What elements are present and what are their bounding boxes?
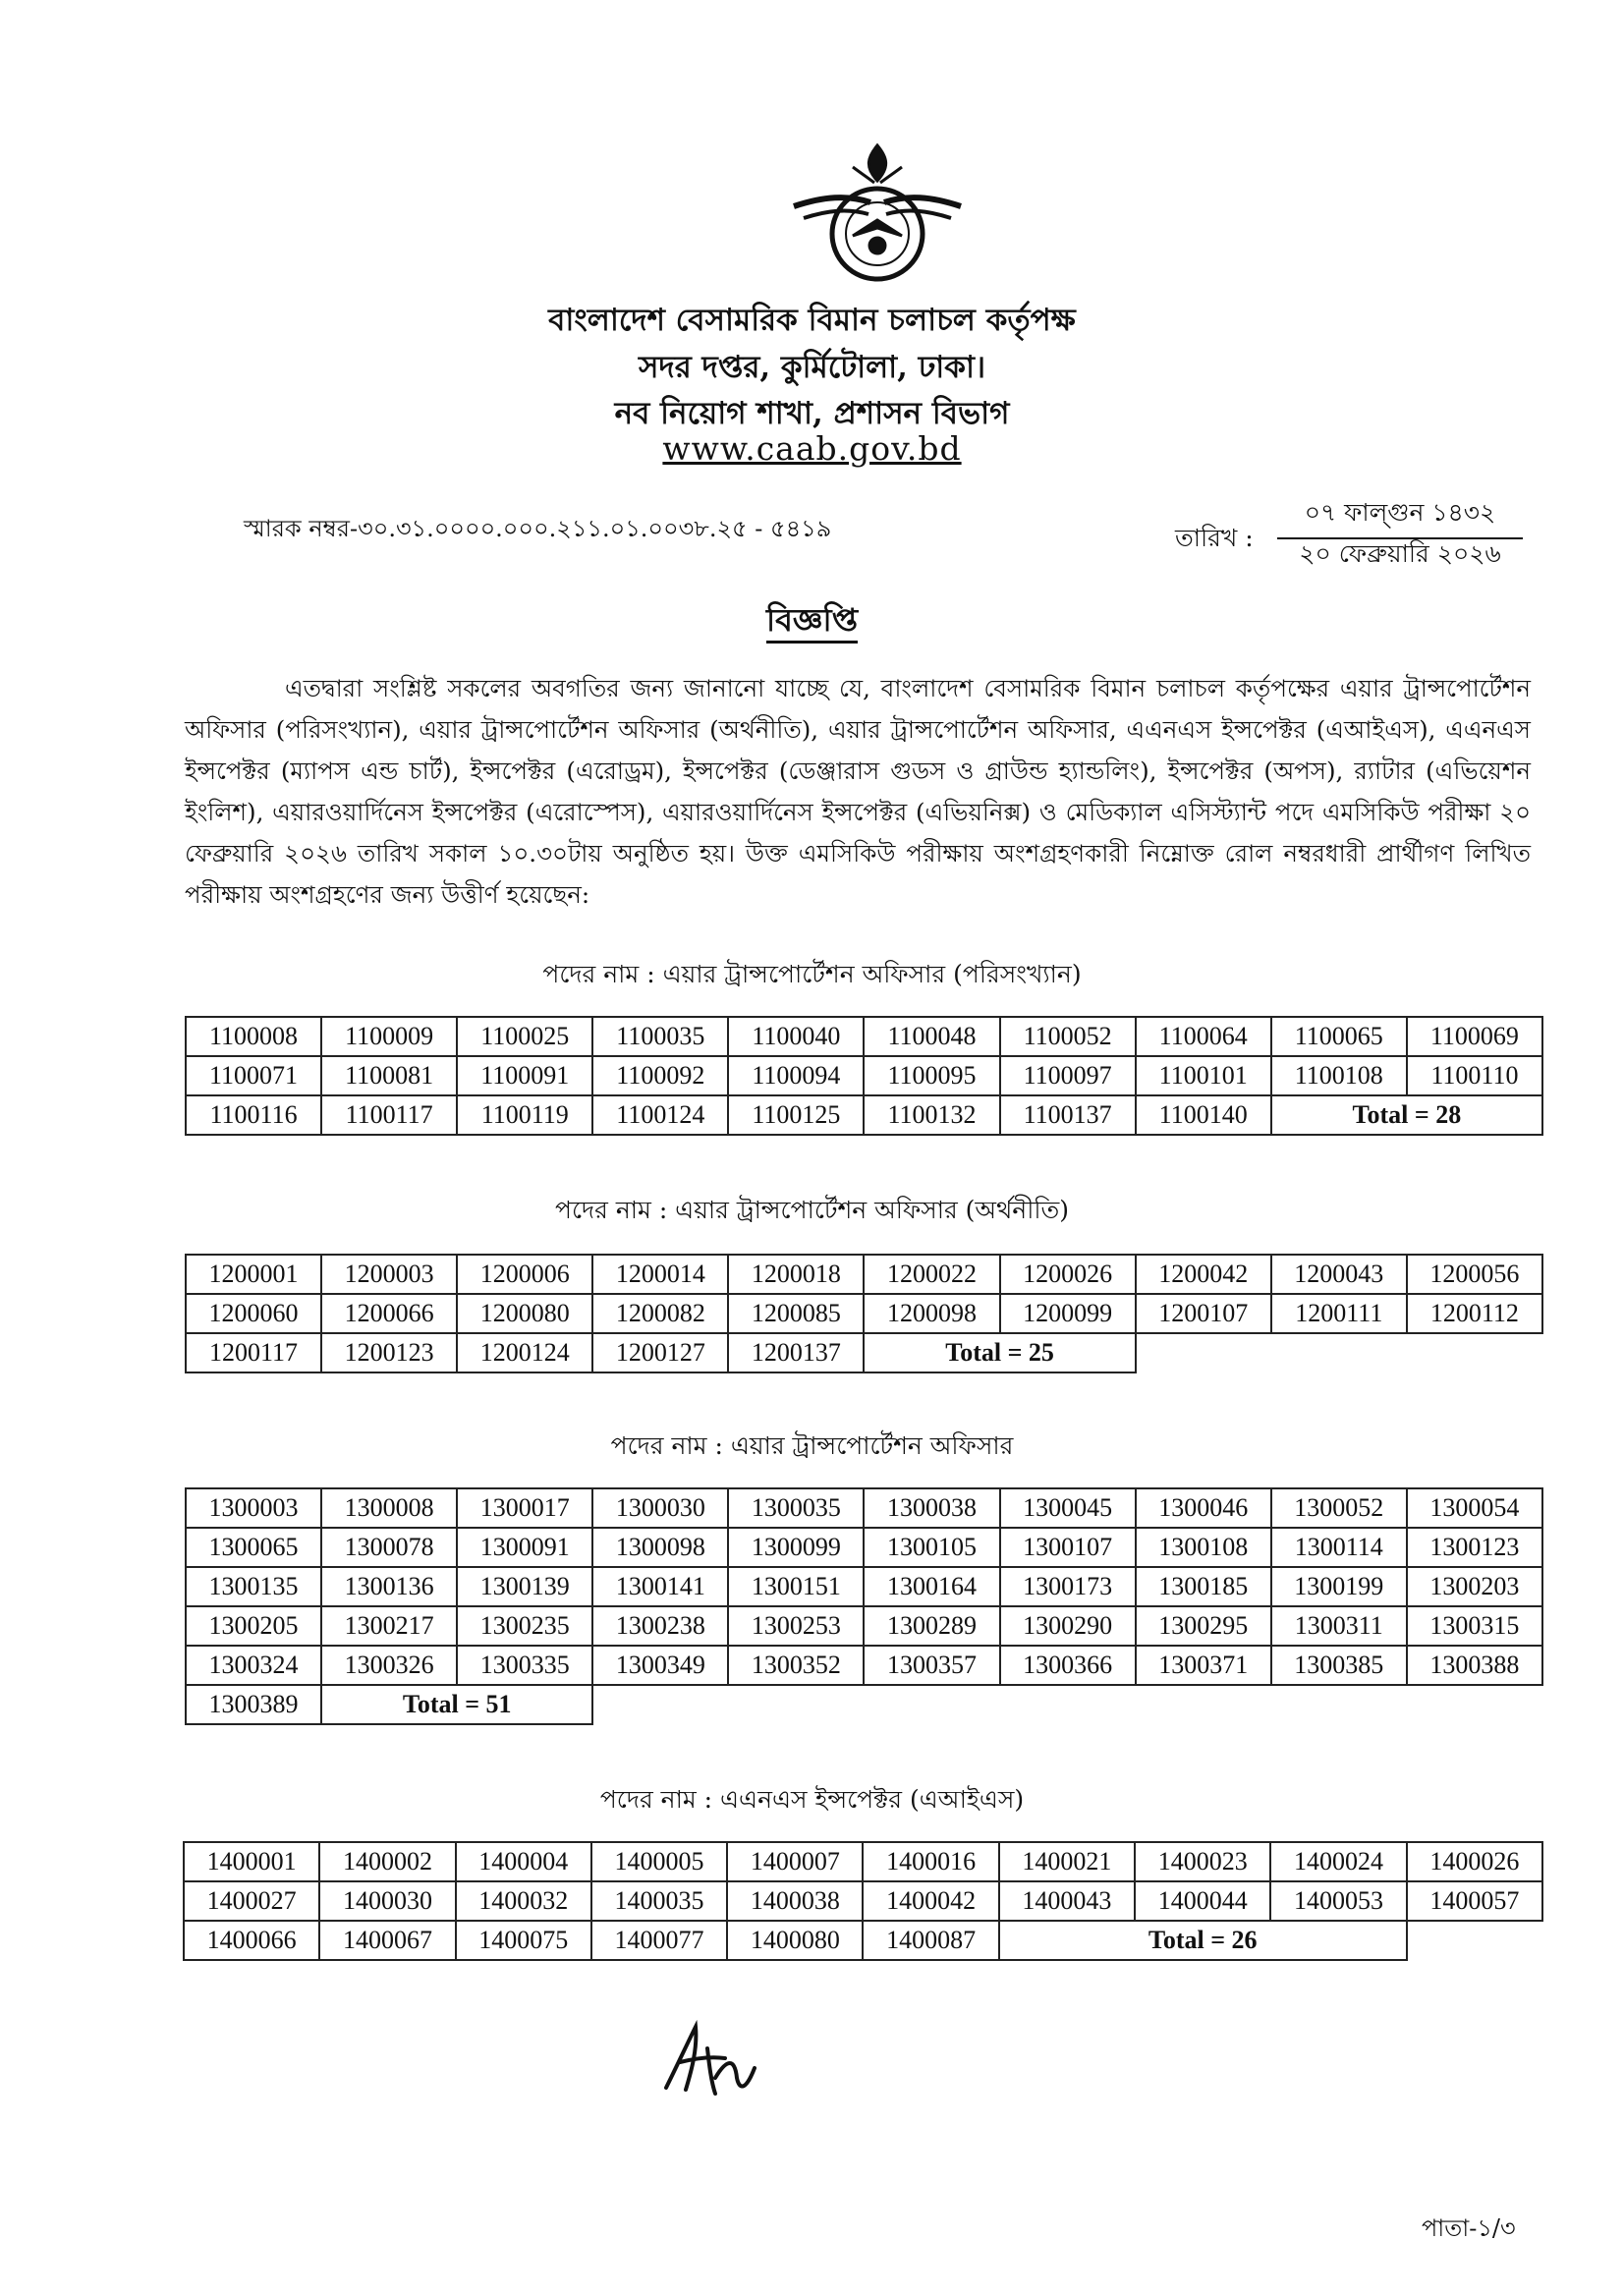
roll-cell: 1300217 <box>321 1606 457 1646</box>
roll-cell: 1200123 <box>321 1333 457 1372</box>
roll-cell: 1400087 <box>863 1921 998 1960</box>
roll-cell: 1300203 <box>1407 1567 1542 1606</box>
roll-cell: 1400021 <box>999 1842 1135 1881</box>
roll-cell: 1300164 <box>864 1567 999 1606</box>
roll-cell: 1300139 <box>457 1567 592 1606</box>
roll-cell: 1100108 <box>1271 1056 1407 1095</box>
roll-cell: 1100097 <box>1000 1056 1136 1095</box>
website-link[interactable]: www.caab.gov.bd <box>662 429 962 468</box>
roll-cell: 1200127 <box>592 1333 728 1372</box>
table-row <box>186 1017 1542 1056</box>
roll-cell: 1100008 <box>186 1017 321 1056</box>
table-row <box>186 1567 1542 1606</box>
roll-cell: 1100052 <box>1000 1017 1136 1056</box>
post-title-4: পদের নাম : এএনএস ইন্সপেক্টর (এআইএস) <box>599 1785 1025 1814</box>
date-label: তারিখ : <box>1175 524 1254 552</box>
roll-cell: 1300352 <box>728 1646 864 1685</box>
table-row <box>186 1255 1542 1294</box>
table-row <box>186 1056 1542 1095</box>
roll-cell: 1400080 <box>727 1921 863 1960</box>
roll-cell: 1300357 <box>864 1646 999 1685</box>
roll-cell: 1300349 <box>592 1646 728 1685</box>
roll-cell: 1100092 <box>592 1056 728 1095</box>
notice-title: বিজ্ঞপ্তি <box>0 595 1624 648</box>
roll-cell: 1300173 <box>1000 1567 1136 1606</box>
table-row <box>184 1881 1542 1921</box>
roll-cell: 1100065 <box>1271 1017 1407 1056</box>
roll-cell: 1400077 <box>591 1921 727 1960</box>
roll-cell: 1400030 <box>319 1881 455 1921</box>
roll-cell: 1300253 <box>728 1606 864 1646</box>
roll-cell: 1400002 <box>319 1842 455 1881</box>
org-branch: নব নিয়োগ শাখা, প্রশাসন বিভাগ <box>614 396 1010 431</box>
roll-cell: 1300315 <box>1407 1606 1542 1646</box>
roll-cell: 1300030 <box>592 1488 728 1528</box>
roll-cell: 1200111 <box>1271 1294 1407 1333</box>
roll-cell: 1400001 <box>184 1842 319 1881</box>
roll-cell: 1300008 <box>321 1488 457 1528</box>
roll-cell: 1300054 <box>1407 1488 1542 1528</box>
table-row <box>186 1333 1542 1372</box>
roll-cell: 1300205 <box>186 1606 321 1646</box>
table-row <box>186 1488 1542 1528</box>
roll-cell: 1300326 <box>321 1646 457 1685</box>
roll-cell: 1400024 <box>1270 1842 1406 1881</box>
roll-cell: 1300199 <box>1271 1567 1407 1606</box>
roll-cell: 1300098 <box>592 1528 728 1567</box>
page-number: পাতা-১/৩ <box>1422 2214 1516 2242</box>
roll-cell: 1300107 <box>1000 1528 1136 1567</box>
roll-cell: 1300045 <box>1000 1488 1136 1528</box>
roll-cell: 1400035 <box>591 1881 727 1921</box>
roll-cell: 1400067 <box>319 1921 455 1960</box>
roll-cell: 1100094 <box>728 1056 864 1095</box>
roll-cell: 1200107 <box>1136 1294 1271 1333</box>
signature <box>656 2019 794 2107</box>
roll-cell: 1300065 <box>186 1528 321 1567</box>
roll-cell: 1400066 <box>184 1921 319 1960</box>
roll-cell: 1100125 <box>728 1095 864 1135</box>
roll-cell: 1100069 <box>1407 1017 1542 1056</box>
roll-cell: 1100119 <box>457 1095 592 1135</box>
roll-cell: 1300311 <box>1271 1606 1407 1646</box>
roll-cell: 1100035 <box>592 1017 728 1056</box>
roll-cell: 1200098 <box>864 1294 999 1333</box>
table-row <box>184 1842 1542 1881</box>
roll-cell: 1100025 <box>457 1017 592 1056</box>
table-row <box>186 1646 1542 1685</box>
roll-table-1 <box>185 1016 1543 1136</box>
roll-cell: 1300185 <box>1136 1567 1271 1606</box>
roll-cell: 1100117 <box>321 1095 457 1135</box>
roll-cell: 1200112 <box>1407 1294 1542 1333</box>
post-title-3: পদের নাম : এয়ার ট্রান্সপোর্টেশন অফিসার <box>610 1431 1014 1460</box>
roll-cell: 1300003 <box>186 1488 321 1528</box>
roll-cell: 1200022 <box>864 1255 999 1294</box>
org-name: বাংলাদেশ বেসামরিক বিমান চলাচল কর্তৃপক্ষ <box>548 303 1076 338</box>
roll-cell: 1100116 <box>186 1095 321 1135</box>
roll-cell: 1300295 <box>1136 1606 1271 1646</box>
total-cell: Total = 51 <box>321 1685 592 1724</box>
roll-cell: 1300290 <box>1000 1606 1136 1646</box>
roll-cell: 1300385 <box>1271 1646 1407 1685</box>
roll-cell: 1200124 <box>457 1333 592 1372</box>
roll-cell: 1400007 <box>727 1842 863 1881</box>
roll-cell: 1300035 <box>728 1488 864 1528</box>
roll-cell: 1200060 <box>186 1294 321 1333</box>
roll-table-3 <box>185 1487 1543 1725</box>
roll-cell: 1100132 <box>864 1095 999 1135</box>
roll-cell: 1100009 <box>321 1017 457 1056</box>
roll-cell: 1200042 <box>1136 1255 1271 1294</box>
roll-cell: 1200043 <box>1271 1255 1407 1294</box>
roll-cell: 1400026 <box>1407 1842 1542 1881</box>
table-row <box>186 1528 1542 1567</box>
roll-cell: 1400043 <box>999 1881 1135 1921</box>
roll-cell: 1400044 <box>1135 1881 1270 1921</box>
roll-cell: 1300366 <box>1000 1646 1136 1685</box>
roll-cell: 1300289 <box>864 1606 999 1646</box>
roll-cell: 1200099 <box>1000 1294 1136 1333</box>
roll-cell: 1100095 <box>864 1056 999 1095</box>
roll-cell: 1400038 <box>727 1881 863 1921</box>
roll-cell: 1400042 <box>863 1881 998 1921</box>
roll-cell: 1300078 <box>321 1528 457 1567</box>
roll-cell: 1300371 <box>1136 1646 1271 1685</box>
roll-cell: 1300052 <box>1271 1488 1407 1528</box>
roll-cell: 1200001 <box>186 1255 321 1294</box>
roll-cell: 1200026 <box>1000 1255 1136 1294</box>
total-cell: Total = 25 <box>864 1333 1135 1372</box>
roll-cell: 1200080 <box>457 1294 592 1333</box>
table-row <box>186 1606 1542 1646</box>
roll-cell: 1200066 <box>321 1294 457 1333</box>
roll-cell: 1300151 <box>728 1567 864 1606</box>
table-row <box>184 1921 1542 1960</box>
roll-cell: 1200137 <box>728 1333 864 1372</box>
roll-cell: 1100064 <box>1136 1017 1271 1056</box>
roll-cell: 1300136 <box>321 1567 457 1606</box>
roll-cell: 1300389 <box>186 1685 321 1724</box>
roll-cell: 1400057 <box>1407 1881 1542 1921</box>
roll-cell: 1200085 <box>728 1294 864 1333</box>
post-title-1: পদের নাম : এয়ার ট্রান্সপোর্টেশন অফিসার (পরিসংখ্যান) <box>542 960 1082 988</box>
roll-cell: 1400027 <box>184 1881 319 1921</box>
roll-cell: 1100101 <box>1136 1056 1271 1095</box>
roll-cell: 1100140 <box>1136 1095 1271 1135</box>
memo-number: স্মারক নম্বর-৩০.৩১.০০০০.০০০.২১১.০১.০০৩৮.২৫ - ৫৪১৯ <box>244 515 832 542</box>
roll-cell: 1400005 <box>591 1842 727 1881</box>
roll-cell: 1300335 <box>457 1646 592 1685</box>
roll-cell: 1300105 <box>864 1528 999 1567</box>
roll-cell: 1200006 <box>457 1255 592 1294</box>
roll-cell: 1100048 <box>864 1017 999 1056</box>
roll-cell: 1300108 <box>1136 1528 1271 1567</box>
roll-cell: 1200018 <box>728 1255 864 1294</box>
notice-body: এতদ্বারা সংশ্লিষ্ট সকলের অবগতির জন্য জানানো যাচ্ছে যে, বাংলাদেশ বেসামরিক বিমান চলাচল কর্তৃপক্ষের এয়ার ট্রান্সপোর্টেশন অফিসার (পরিসংখ্যান), এয়ার ট্রান্সপোর্টেশন অফিসার (অর্থনীতি), এয়ার ট্রান্সপোর্টেশন অফিসার, এএনএস ইন্সপেক্টর (এআইএস), এএনএস ইন্সপেক্টর (ম্যাপস এন্ড চার্ট), ইন্সপেক্টর (এরোড্রম), ইন্সপেক্টর (ডেঞ্জারাস গুডস ও গ্রাউন্ড হ্যান্ডলিং), ইন্সপেক্টর (অপস), র‍্যাটার (এভিয়েশন ইংলিশ), এয়ারওয়ার্দিনেস ইন্সপেক্টর (এরোস্পেস), এয়ারওয়ার্দিনেস ইন্সপেক্টর (এভিয়নিক্স) ও মেডিক্যাল এসিস্ট্যান্ট পদে এমসিকিউ পরীক্ষা ২০ ফেব্রুয়ারি ২০২৬ তারিখ সকাল ১০.৩০টায় অনুষ্ঠিত হয়। উক্ত এমসিকিউ পরীক্ষায় অংশগ্রহণকারী নিম্নোক্ত রোল নম্বরধারী প্রার্থীগণ লিখিত পরীক্ষায় অংশগ্রহণের জন্য উত্তীর্ণ হয়েছেন: <box>185 674 1531 909</box>
roll-cell: 1300091 <box>457 1528 592 1567</box>
roll-cell: 1300135 <box>186 1567 321 1606</box>
roll-cell: 1100124 <box>592 1095 728 1135</box>
roll-cell: 1300038 <box>864 1488 999 1528</box>
roll-cell: 1300388 <box>1407 1646 1542 1685</box>
roll-cell: 1100081 <box>321 1056 457 1095</box>
roll-cell: 1200003 <box>321 1255 457 1294</box>
roll-cell: 1100040 <box>728 1017 864 1056</box>
roll-cell: 1300141 <box>592 1567 728 1606</box>
roll-cell: 1300123 <box>1407 1528 1542 1567</box>
total-cell: Total = 28 <box>1271 1095 1542 1135</box>
roll-cell: 1400075 <box>456 1921 591 1960</box>
roll-cell: 1400023 <box>1135 1842 1270 1881</box>
roll-cell: 1300099 <box>728 1528 864 1567</box>
roll-cell: 1300046 <box>1136 1488 1271 1528</box>
org-address: সদর দপ্তর, কুর্মিটোলা, ঢাকা। <box>638 350 986 385</box>
roll-cell: 1300238 <box>592 1606 728 1646</box>
roll-table-2 <box>185 1254 1543 1373</box>
roll-cell: 1300324 <box>186 1646 321 1685</box>
table-row <box>186 1685 1542 1724</box>
roll-cell: 1100110 <box>1407 1056 1542 1095</box>
roll-cell: 1100071 <box>186 1056 321 1095</box>
total-cell: Total = 26 <box>999 1921 1407 1960</box>
table-row <box>186 1294 1542 1333</box>
roll-table-4 <box>183 1841 1543 1961</box>
roll-cell: 1200117 <box>186 1333 321 1372</box>
table-row <box>186 1095 1542 1135</box>
roll-cell: 1100137 <box>1000 1095 1136 1135</box>
date-english: ২০ ফেব্রুয়ারি ২০২৬ <box>1299 539 1501 568</box>
roll-cell: 1300114 <box>1271 1528 1407 1567</box>
roll-cell: 1300017 <box>457 1488 592 1528</box>
roll-cell: 1200014 <box>592 1255 728 1294</box>
roll-cell: 1400032 <box>456 1881 591 1921</box>
roll-cell: 1200056 <box>1407 1255 1542 1294</box>
roll-cell: 1400053 <box>1270 1881 1406 1921</box>
roll-cell: 1300235 <box>457 1606 592 1646</box>
roll-cell: 1400016 <box>863 1842 998 1881</box>
post-title-2: পদের নাম : এয়ার ট্রান্সপোর্টেশন অফিসার (অর্থনীতি) <box>554 1196 1070 1224</box>
roll-cell: 1200082 <box>592 1294 728 1333</box>
roll-cell: 1100091 <box>457 1056 592 1095</box>
roll-cell: 1400004 <box>456 1842 591 1881</box>
caab-logo <box>784 138 971 295</box>
date-bangla: ০৭ ফাল্গুন ১৪৩২ <box>1277 493 1523 539</box>
